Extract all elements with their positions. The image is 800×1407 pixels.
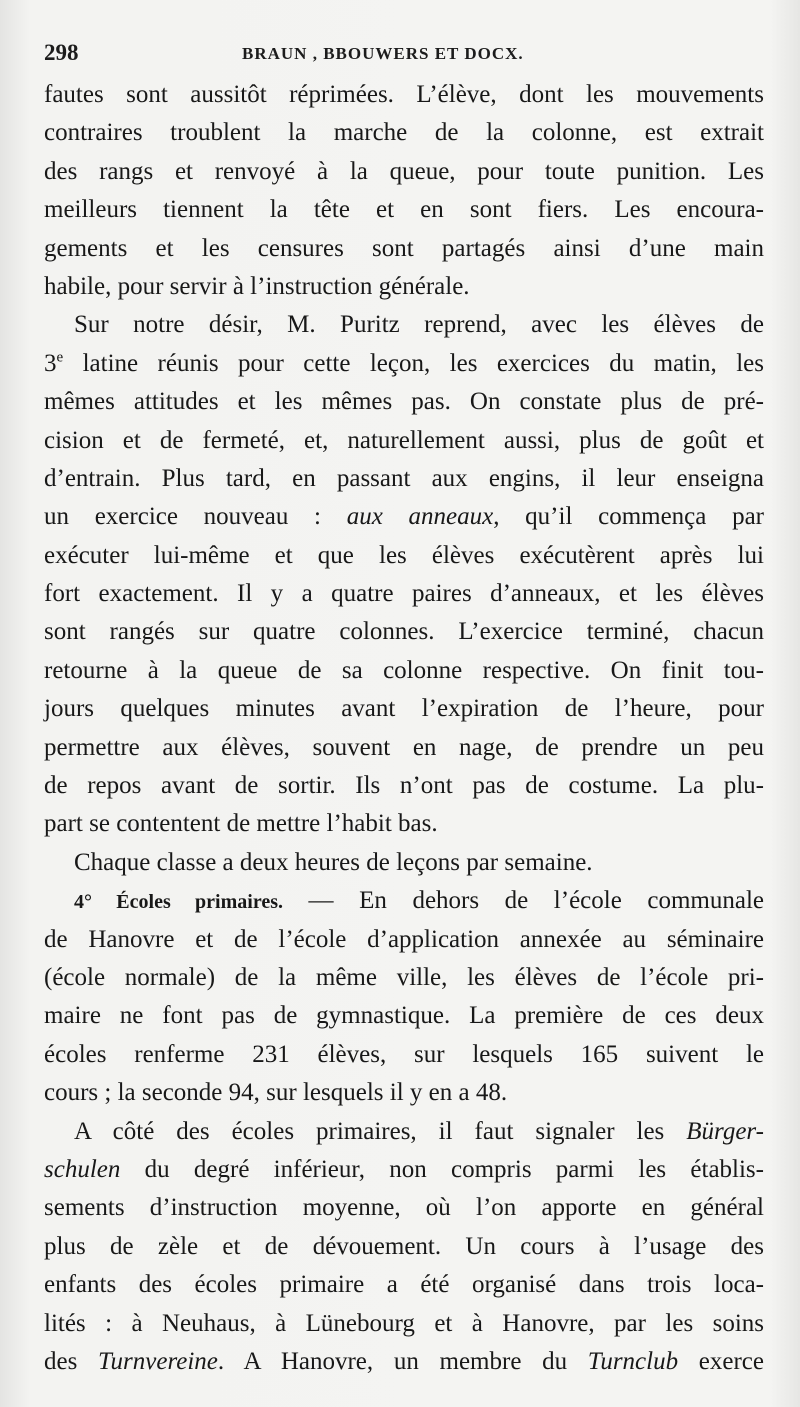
text-run: un exercice nouveau : — [44, 503, 347, 531]
text-line: des rangs et renvoyé à la queue, pour toute punition. Les — [44, 157, 764, 185]
text-line: de Hanovre et de l’école d’application annexée au séminaire — [44, 925, 764, 953]
text-run: A côté des écoles primaires, il faut signaler les — [74, 1117, 687, 1145]
paragraph — [44, 306, 764, 843]
body-text — [44, 76, 764, 1381]
text-line: (école normale) de la même ville, les élèves de l’école pri- — [44, 963, 764, 991]
text-line: cours ; la seconde 94, sur lesquels il y en a 48. — [44, 1079, 508, 1107]
paragraph — [44, 844, 764, 882]
text-line — [44, 1151, 764, 1189]
paragraph — [44, 882, 764, 1112]
text-line — [44, 882, 764, 920]
text-line: habile, pour servir à l’instruction générale. — [44, 272, 470, 300]
italic-term: Bürger- — [686, 1117, 764, 1145]
text-line: fautes sont aussitôt réprimées. L’élève, dont les mouvements — [44, 81, 764, 108]
text-line: retourne à la queue de sa colonne respective. On finit tou- — [44, 656, 764, 684]
text-run: du degré inférieur, non compris parmi les établis- — [120, 1155, 764, 1183]
text-line: plus de zèle et de dévouement. Un cours à l’usage des — [44, 1232, 764, 1260]
text-run: — En dehors de l’école communale — [283, 887, 764, 915]
text-line — [44, 498, 764, 536]
text-line: mêmes attitudes et les mêmes pas. On constate plus de pré- — [44, 388, 764, 416]
text-line: sont rangés sur quatre colonnes. L’exercice terminé, chacun — [44, 618, 764, 646]
italic-term: aux anneaux — [346, 503, 494, 531]
text-line — [44, 1113, 764, 1151]
text-line: Sur notre désir, M. Puritz reprend, avec les élèves de — [74, 311, 764, 339]
text-line: jours quelques minutes avant l’expiration de l’heure, pour — [44, 695, 764, 723]
italic-term: Turnclub — [587, 1347, 679, 1375]
text-run: des — [44, 1347, 99, 1375]
text-line: exécuter lui-même et que les élèves exécutèrent après lui — [44, 541, 764, 569]
text-line: fort exactement. Il y a quatre paires d’anneaux, et les élèves — [44, 580, 764, 608]
text-run: , qu’il commença par — [493, 503, 764, 531]
text-line: enfants des écoles primaire a été organisé dans trois loca- — [44, 1271, 764, 1299]
text-run: . A Hanovre, un membre du — [217, 1347, 588, 1375]
italic-term: Turnvereine — [98, 1347, 218, 1375]
text-line: sements d’instruction moyenne, où l’on apporte en général — [44, 1194, 764, 1222]
text-line: écoles renferme 231 élèves, sur lesquels 165 suivent le — [44, 1040, 764, 1068]
running-title: BRAUN , BBOUWERS ET DOCX. — [242, 44, 524, 63]
text-line: Chaque classe a deux heures de leçons par semaine. — [74, 848, 593, 876]
text-line: de repos avant de sortir. Ils n’ont pas de costume. La plu- — [44, 772, 764, 800]
text-line: cision et de fermeté, et, naturellement aussi, plus de goût et — [44, 426, 764, 454]
text-line: d’entrain. Plus tard, en passant aux engins, il leur enseigna — [44, 464, 764, 492]
paragraph — [44, 76, 764, 306]
text-line — [44, 1343, 764, 1381]
text-run: exerce — [678, 1347, 764, 1375]
text-line: lités : à Neuhaus, à Lünebourg et à Hanovre, par les soins — [44, 1309, 764, 1337]
text-line: gements et les censures sont partagés ainsi d’une main — [44, 234, 764, 262]
page-number: 298 — [44, 40, 79, 65]
text-line: maire ne font pas de gymnastique. La première de ces deux — [44, 1002, 764, 1030]
text-line: permettre aux élèves, souvent en nage, de prendre un peu — [44, 733, 764, 761]
text-line: part se contentent de mettre l’habit bas. — [44, 810, 438, 838]
page-header — [44, 40, 764, 72]
paragraph — [44, 1113, 764, 1382]
text-line: 3e latine réunis pour cette leçon, les exercices du matin, les — [44, 349, 764, 377]
section-heading: 4° Écoles primaires. — [74, 891, 283, 914]
text-line: contraires troublent la marche de la colonne, est extrait — [44, 119, 764, 147]
text-line: meilleurs tiennent la tête et en sont fiers. Les encoura- — [44, 196, 764, 224]
italic-term: schulen — [44, 1155, 121, 1183]
